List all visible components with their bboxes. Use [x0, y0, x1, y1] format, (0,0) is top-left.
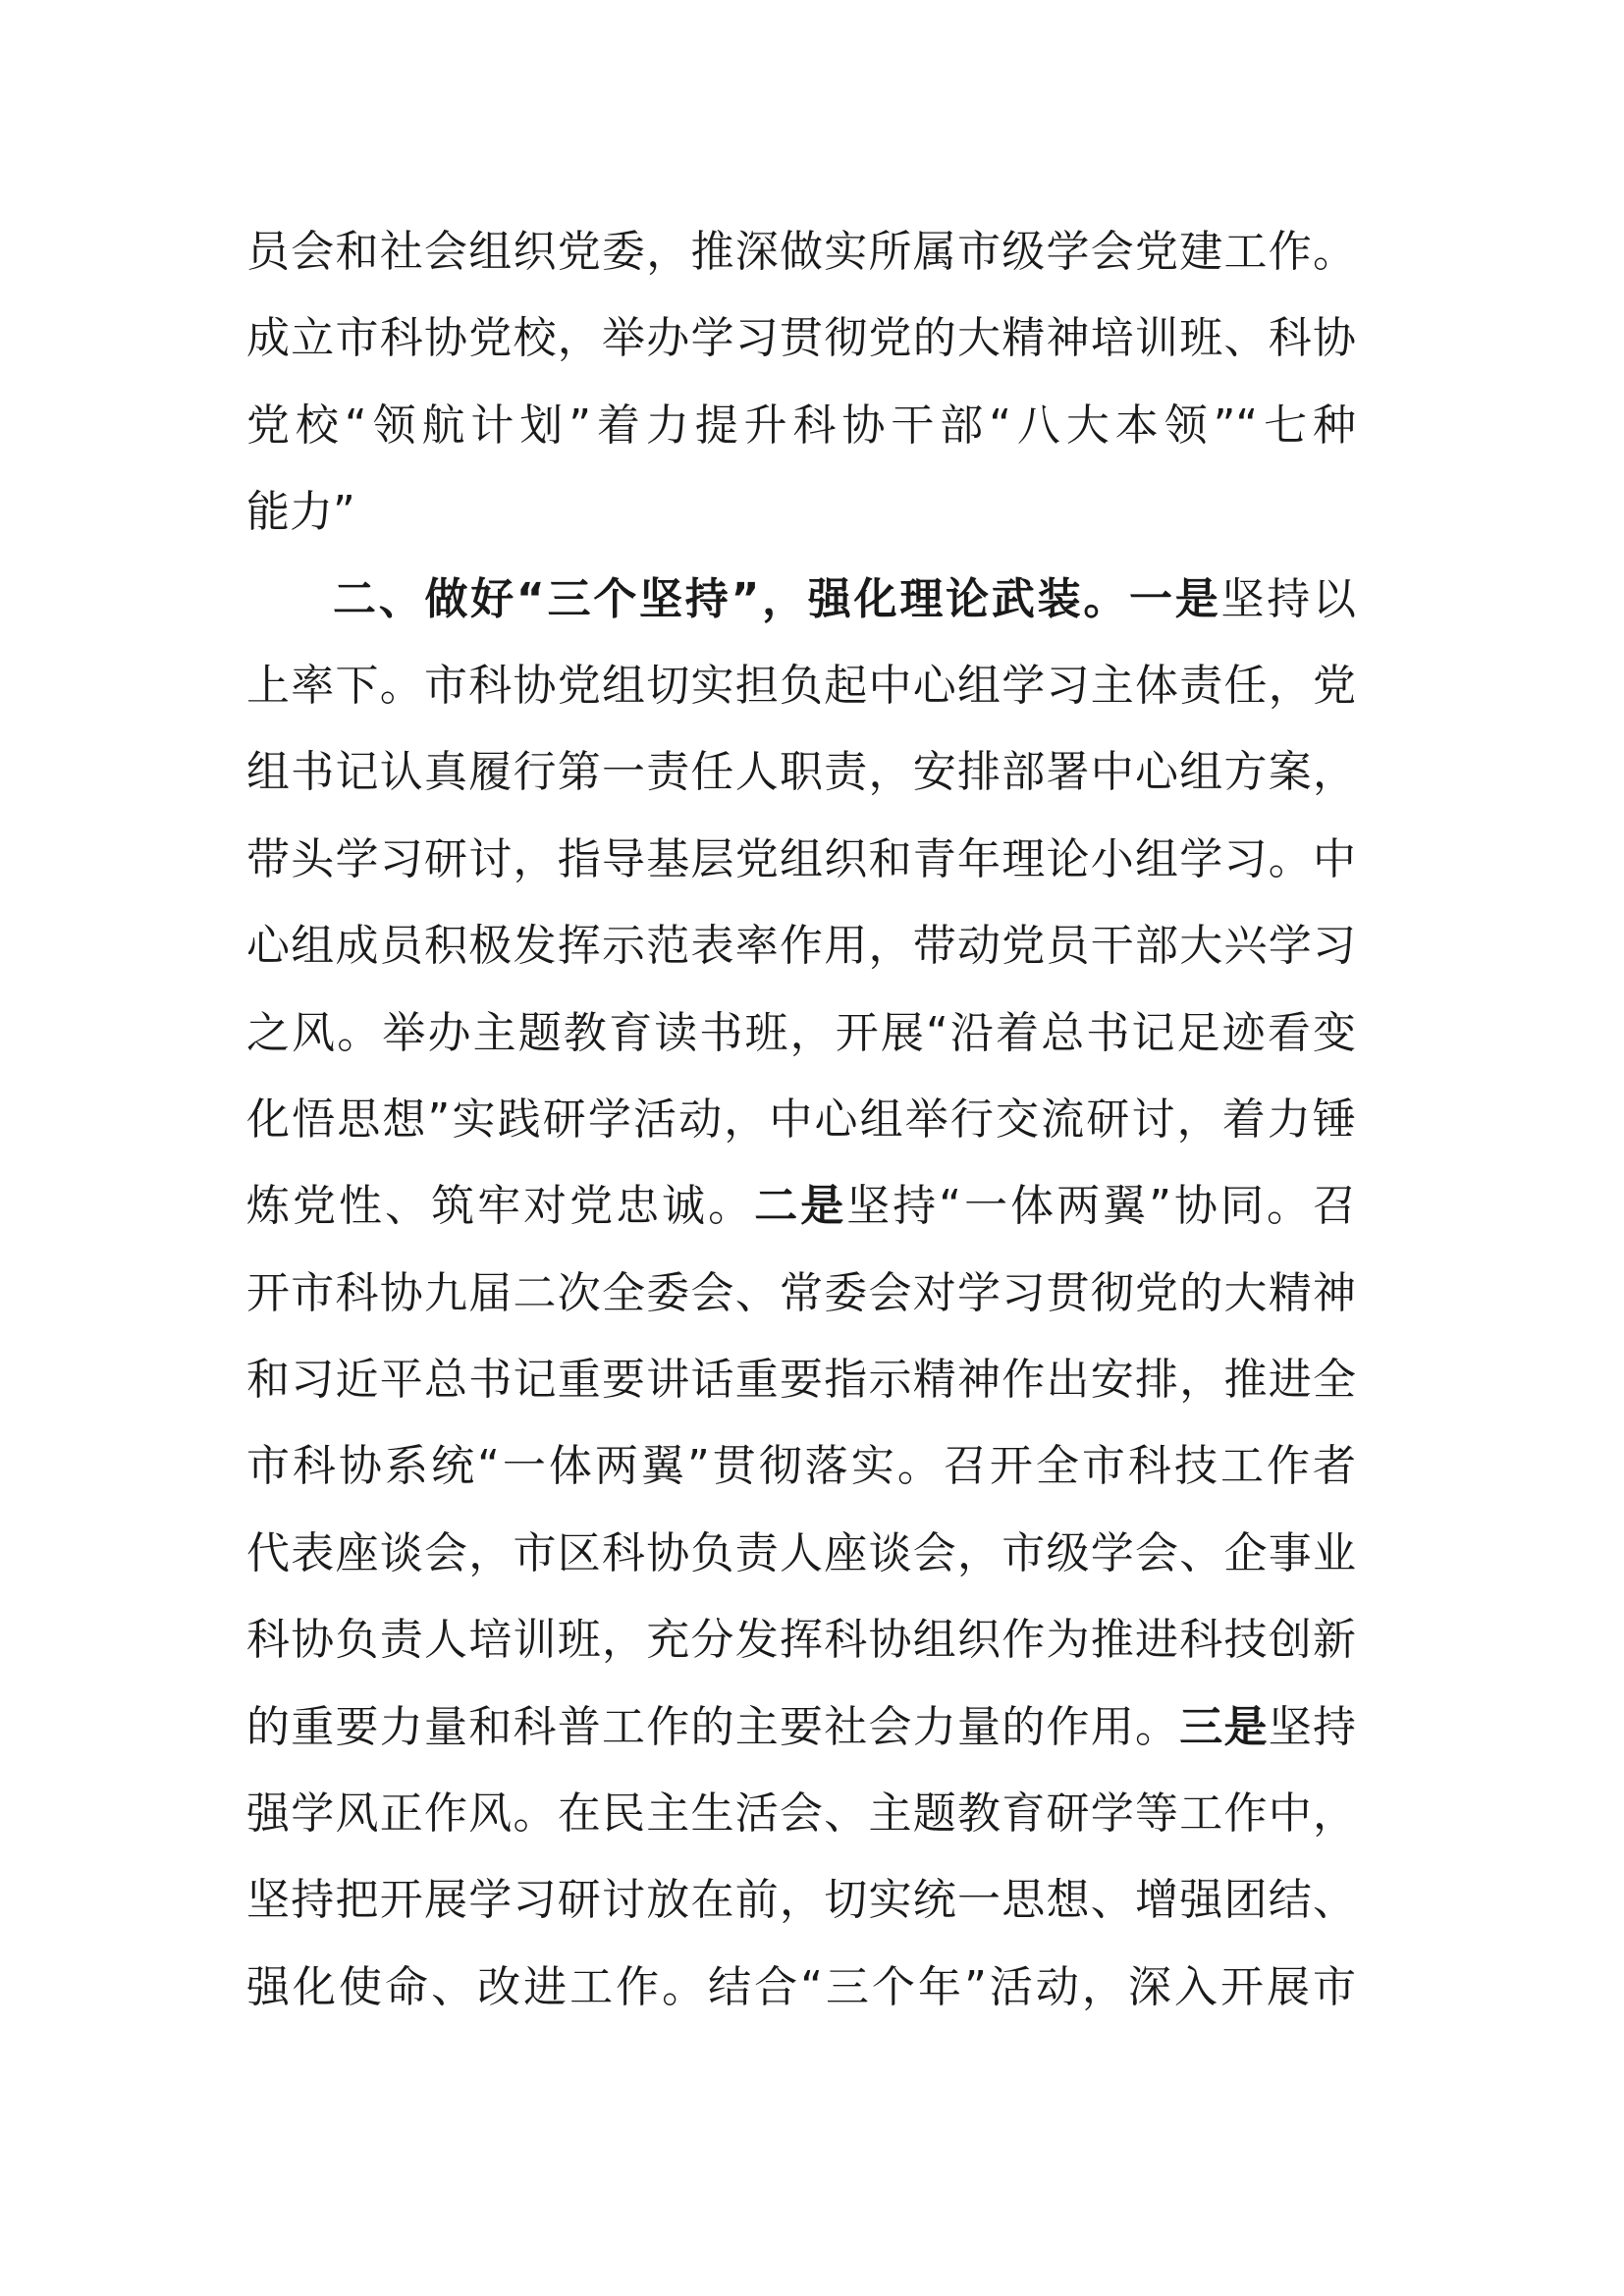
- text-line: [246, 1077, 1356, 1163]
- text-segment: 员会和社会组织党委，推深做实所属市级学会党建工作。: [246, 227, 1356, 277]
- text-segment: 的重要力量和科普工作的主要社会力量的作用。: [246, 1701, 1180, 1752]
- text-line: [246, 1945, 1356, 2031]
- text-segment: 上率下。市科协党组切实担负起中心组学习主体责任，党: [246, 660, 1356, 711]
- text-line: [246, 817, 1356, 903]
- body-text: [246, 209, 1356, 2031]
- text-segment: 坚持把开展学习研讨放在前，切实统一思想、增强团结、: [246, 1875, 1356, 1926]
- text-segment: 和习近平总书记重要讲话重要指示精神作出安排，推进全: [246, 1355, 1356, 1406]
- text-line: [246, 1684, 1356, 1771]
- text-segment: 心组成员积极发挥示范表率作用，带动党员干部大兴学习: [246, 921, 1356, 972]
- text-line: [246, 469, 1356, 556]
- bold-text-segment: 三是: [1179, 1701, 1269, 1752]
- text-line: [246, 383, 1356, 469]
- text-segment: 组书记认真履行第一责任人职责，安排部署中心组方案，: [246, 747, 1356, 798]
- text-line: [246, 643, 1356, 729]
- text-segment: 炼党性、筑牢对党忠诚。: [246, 1181, 755, 1232]
- text-line: [246, 1857, 1356, 1944]
- text-line: [246, 1251, 1356, 1337]
- text-segment: 代表座谈会，市区科协负责人座谈会，市级学会、企事业: [246, 1527, 1356, 1578]
- text-line: [246, 1597, 1356, 1683]
- text-line: [246, 729, 1356, 816]
- text-segment: 坚持以: [1220, 573, 1356, 624]
- text-line: [246, 1337, 1356, 1423]
- text-segment: 开市科协九届二次全委会、常委会对学习贯彻党的大精神: [246, 1267, 1356, 1318]
- text-segment: 坚持: [1268, 1701, 1356, 1752]
- text-segment: 能力”: [246, 487, 355, 538]
- text-segment: 强学风正作风。在民主生活会、主题教育研学等工作中，: [246, 1789, 1356, 1840]
- bold-text-segment: 二是: [754, 1181, 847, 1232]
- text-line: [246, 1423, 1356, 1510]
- text-line: [246, 990, 1356, 1077]
- text-segment: 科协负责人培训班，充分发挥科协组织作为推进科技创新: [246, 1615, 1356, 1666]
- text-line: [246, 903, 1356, 989]
- text-segment: 之风。举办主题教育读书班，开展“沿着总书记足迹看变: [246, 1007, 1356, 1058]
- text-segment: 市科协系统“一体两翼”贯彻落实。召开全市科技工作者: [246, 1441, 1356, 1492]
- text-line: [246, 1511, 1356, 1597]
- text-segment: 坚持“一体两翼”协同。召: [846, 1181, 1357, 1232]
- text-segment: 带头学习研讨，指导基层党组织和青年理论小组学习。中: [246, 833, 1356, 884]
- bold-text-segment: 二、做好“三个坚持”，强化理论武装。一是: [333, 573, 1221, 624]
- text-line: [246, 1771, 1356, 1857]
- text-line: [246, 1163, 1356, 1250]
- text-segment: 化悟思想”实践研学活动，中心组举行交流研讨，着力锤: [246, 1094, 1356, 1145]
- text-line: [246, 557, 1356, 643]
- text-segment: 强化使命、改进工作。结合“三个年”活动，深入开展市: [246, 1961, 1356, 2012]
- text-segment: 成立市科协党校，举办学习贯彻党的大精神培训班、科协: [246, 313, 1356, 364]
- text-line: [246, 295, 1356, 382]
- text-segment: 党校“领航计划”着力提升科协干部“八大本领”“七种: [246, 400, 1356, 451]
- text-line: [246, 209, 1356, 295]
